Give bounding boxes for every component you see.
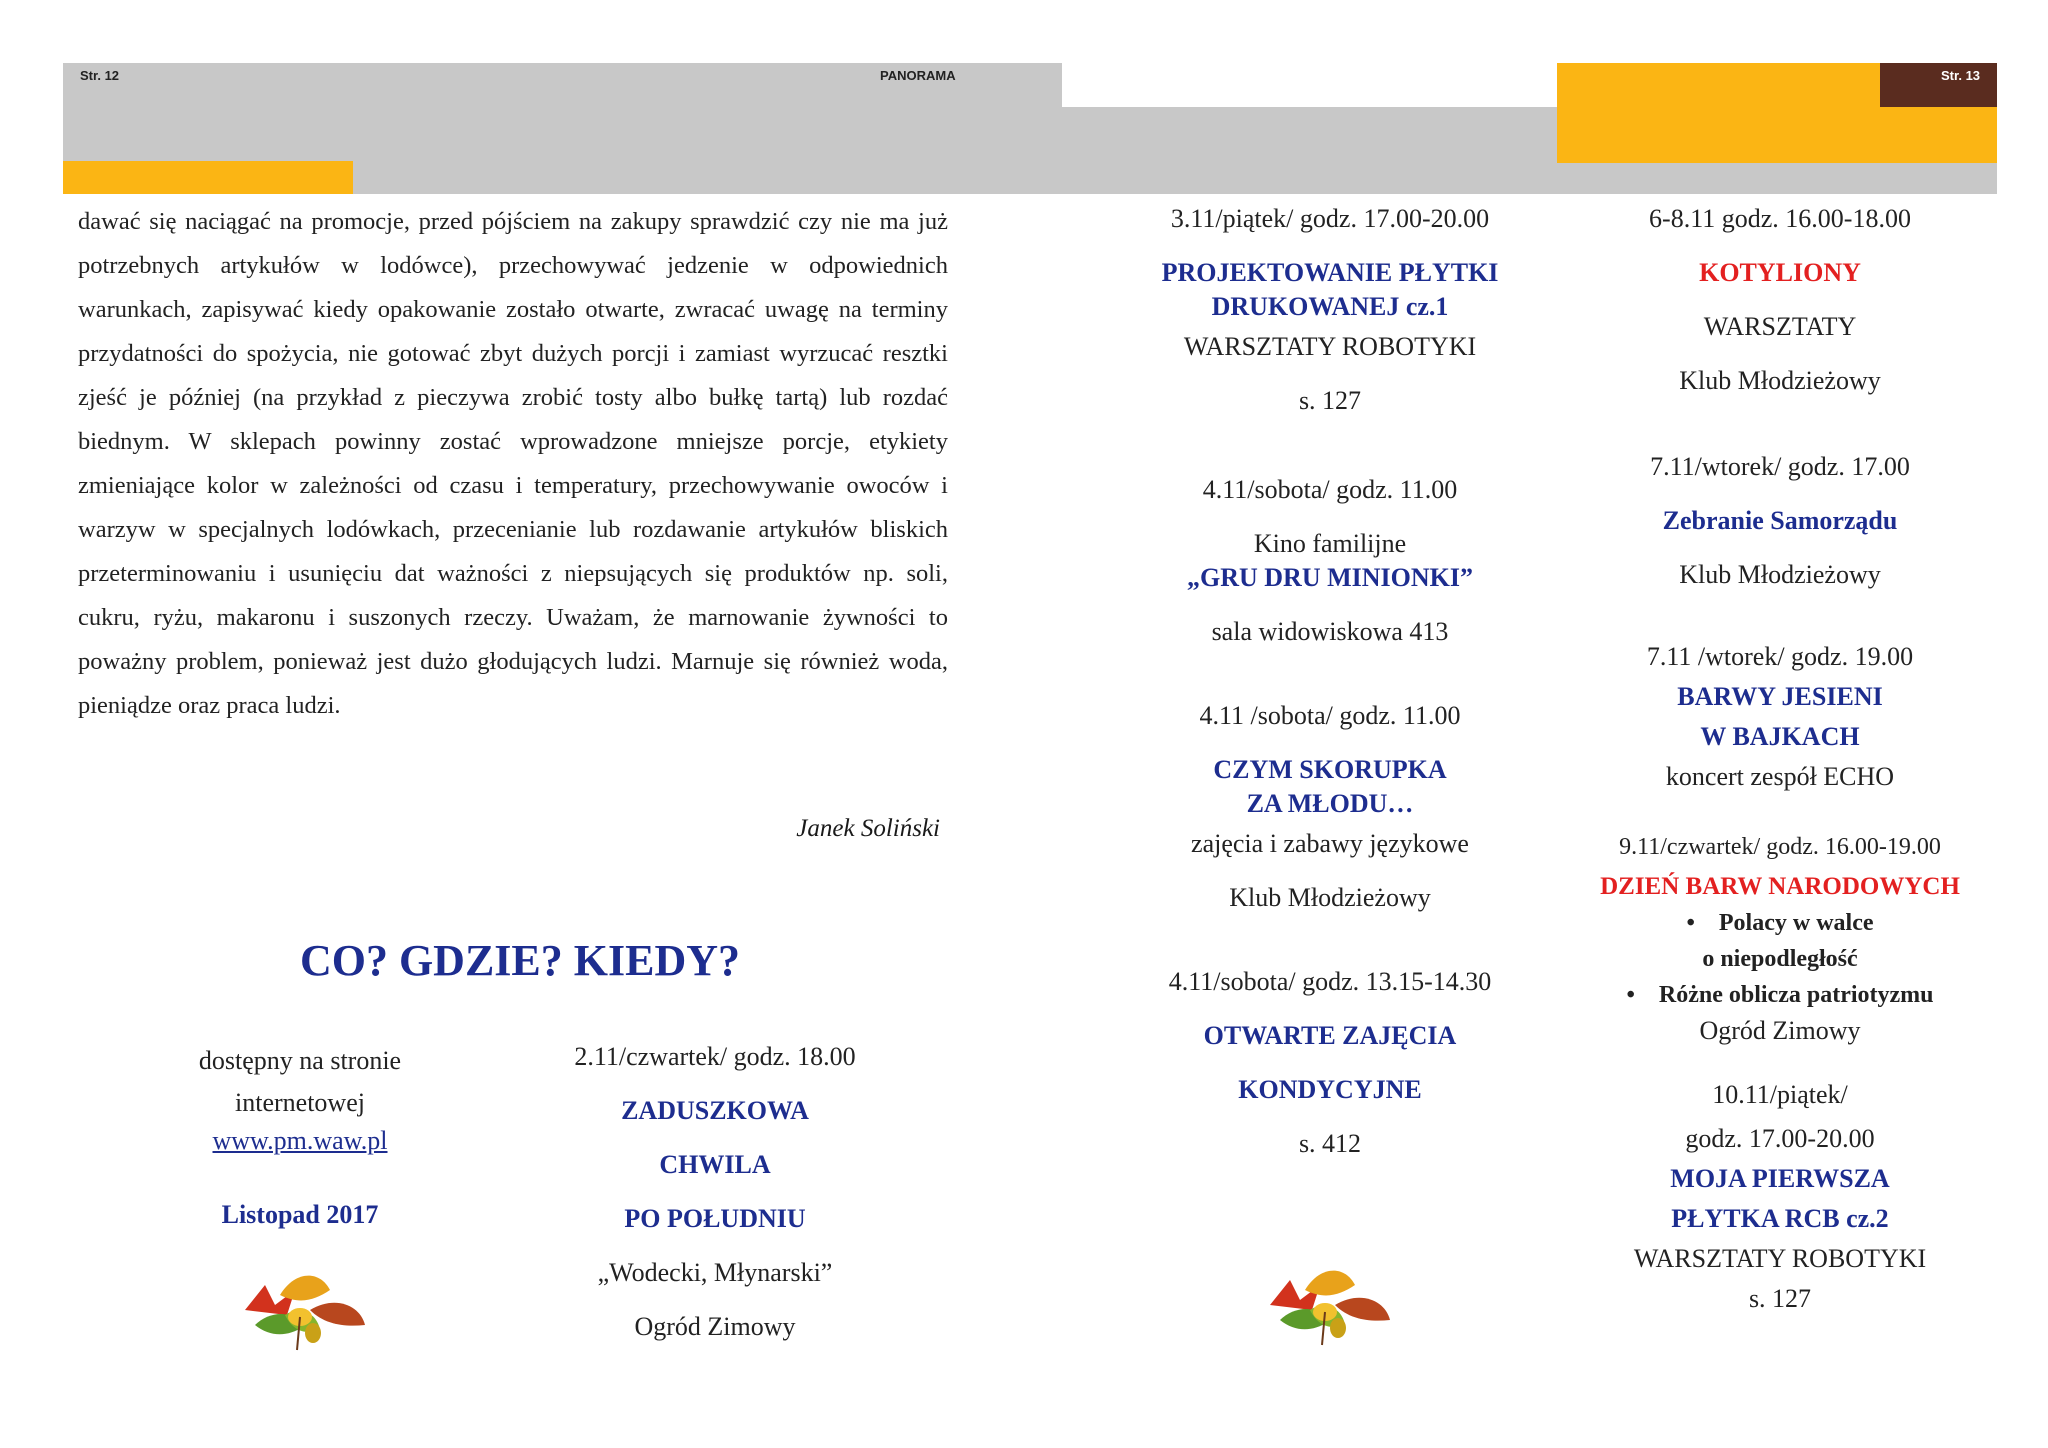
event-item xyxy=(1100,202,1560,418)
event-title: BARWY JESIENI xyxy=(1677,682,1883,711)
event-date: 7.11/wtorek/ godz. 17.00 xyxy=(1650,452,1910,481)
event-title: CHWILA xyxy=(659,1150,771,1179)
event-desc: WARSZTATY ROBOTYKI xyxy=(1183,332,1477,361)
header-accent-left xyxy=(63,161,353,194)
event-title: DZIEŃ BARW NARODOWYCH xyxy=(1600,873,1960,900)
bullet-icon: • xyxy=(1626,982,1635,1008)
event-title: ZA MŁODU… xyxy=(1246,789,1414,818)
event-title: KONDYCYJNE xyxy=(1238,1075,1422,1104)
event-zaduszkowa xyxy=(505,1040,925,1344)
event-item xyxy=(1100,965,1560,1161)
event-item xyxy=(1555,830,2005,1048)
event-desc: WARSZTATY xyxy=(1703,312,1857,341)
section-intro xyxy=(150,1040,450,1232)
bullet-item xyxy=(1555,976,2005,1014)
intro-line-2: internetowej xyxy=(235,1088,365,1117)
website-link[interactable]: www.pm.waw.pl xyxy=(212,1126,388,1155)
intro-line-1: dostępny na stronie xyxy=(198,1046,402,1075)
event-item xyxy=(1100,473,1560,649)
left-page-number: Str. 12 xyxy=(80,68,120,83)
event-date: 4.11/sobota/ godz. 13.15-14.30 xyxy=(1168,967,1492,996)
event-title: ZADUSZKOWA xyxy=(621,1096,809,1125)
event-date: 10.11/piątek/ xyxy=(1712,1080,1848,1109)
bullet-text: Polacy w walce xyxy=(1718,910,1874,936)
bullet-item xyxy=(1555,904,2005,942)
event-item xyxy=(1100,699,1560,915)
event-place: s. 127 xyxy=(1748,1284,1812,1313)
autumn-leaves-icon xyxy=(225,1255,375,1355)
event-desc: zajęcia i zabawy językowe xyxy=(1191,829,1469,858)
event-place: s. 127 xyxy=(1298,386,1362,415)
event-place: Ogród Zimowy xyxy=(634,1312,796,1341)
autumn-leaves-icon xyxy=(1250,1250,1400,1350)
event-desc: WARSZTATY ROBOTYKI xyxy=(1633,1244,1927,1273)
event-item xyxy=(1555,640,2005,794)
event-place: sala widowiskowa 413 xyxy=(1211,617,1449,646)
article-author: Janek Soliński xyxy=(796,815,940,842)
event-title: W BAJKACH xyxy=(1700,722,1860,751)
event-place: Klub Młodzieżowy xyxy=(1679,560,1881,589)
event-title: Zebranie Samorządu xyxy=(1662,506,1898,535)
event-title: MOJA PIERWSZA xyxy=(1670,1164,1890,1193)
event-title: CZYM SKORUPKA xyxy=(1213,755,1447,784)
event-item xyxy=(1555,202,2005,398)
event-desc: Kino familijne xyxy=(1253,529,1407,558)
event-place: Klub Młodzieżowy xyxy=(1229,883,1431,912)
bullet-text: Różne oblicza patriotyzmu xyxy=(1658,982,1934,1008)
event-date: 7.11 /wtorek/ godz. 19.00 xyxy=(1646,642,1914,671)
event-date: 4.11 /sobota/ godz. 11.00 xyxy=(1199,701,1461,730)
events-column-3 xyxy=(1100,202,1560,1161)
event-item xyxy=(1555,1078,2005,1316)
event-title: PŁYTKA RCB cz.2 xyxy=(1671,1204,1889,1233)
event-title: OTWARTE ZAJĘCIA xyxy=(1203,1021,1457,1050)
bullet-icon: • xyxy=(1686,910,1695,936)
event-title: DRUKOWANEJ cz.1 xyxy=(1211,292,1449,321)
event-title: „GRU DRU MINIONKI” xyxy=(1187,563,1473,592)
event-desc: koncert zespół ECHO xyxy=(1665,762,1895,791)
event-date: 4.11/sobota/ godz. 11.00 xyxy=(1202,475,1458,504)
article-text: dawać się naciągać na promocje, przed pójściem na zakupy sprawdzić czy nie ma już potrzebnych artykułów w lodówce), przechowywać jedzenie w odpowiednich warunkach, zapisywać kiedy opakowanie zostało otwarte, zwracać uwagę na terminy przydatności do spożycia, nie gotować zbyt dużych porcji i zamiast wyrzucać resztki zjeść je później (na przykład z pieczywa zrobić tosty albo bułkę tartą) lub rozdać biednym. W sklepach powinny zostać wprowadzone mniejsze porcje, etykiety zmieniające kolor w zależności od czasu i temperatury, przechowywanie owoców i warzyw w specjalnych lodówkach, przecenianie lub rozdawanie artykułów bliskich przeterminowaniu i usunięciu dat ważności z niepsujących się produktów np. soli, cukru, ryżu, makaronu i suszonych rzeczy. Uważam, że marnowanie żywności to poważny problem, ponieważ jest dużo głodujących ludzi. Marnuje się również woda, pieniądze oraz praca ludzi. xyxy=(78,208,948,719)
event-place: s. 412 xyxy=(1298,1129,1362,1158)
event-date: 3.11/piątek/ godz. 17.00-20.00 xyxy=(1170,204,1490,233)
magazine-title: PANORAMA xyxy=(880,68,956,83)
event-subtitle: „Wodecki, Młynarski” xyxy=(597,1258,833,1287)
right-page-number: Str. 13 xyxy=(1941,68,1981,83)
event-date: 9.11/czwartek/ godz. 16.00-19.00 xyxy=(1619,834,1941,860)
event-item xyxy=(1555,450,2005,592)
events-column-4 xyxy=(1555,202,2005,1316)
section-title: CO? GDZIE? KIEDY? xyxy=(299,936,741,985)
bullet-text: o niepodległość xyxy=(1702,946,1858,972)
event-date: 6-8.11 godz. 16.00-18.00 xyxy=(1649,204,1911,233)
event-title: KOTYLIONY xyxy=(1699,258,1861,287)
event-date: 2.11/czwartek/ godz. 18.00 xyxy=(574,1042,856,1071)
event-date: godz. 17.00-20.00 xyxy=(1685,1124,1875,1153)
event-title: PROJEKTOWANIE PŁYTKI xyxy=(1161,258,1499,287)
event-place: Klub Młodzieżowy xyxy=(1679,366,1881,395)
event-place: Ogród Zimowy xyxy=(1699,1016,1861,1045)
event-title: PO POŁUDNIU xyxy=(624,1204,806,1233)
month-label: Listopad 2017 xyxy=(221,1200,379,1229)
